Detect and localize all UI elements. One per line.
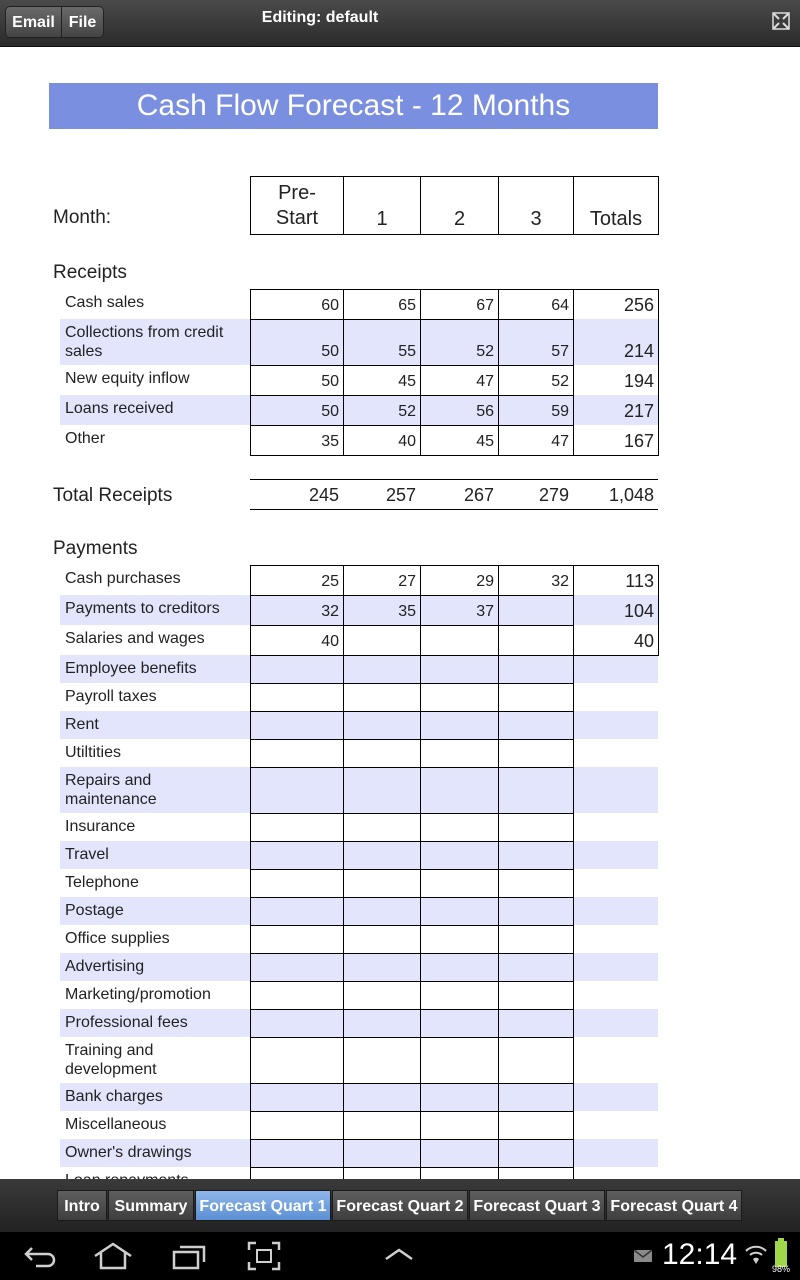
payments-cell[interactable] [343,655,421,684]
header-month-3: 3 [498,176,574,235]
total-divider-bottom [250,509,658,510]
header-totals: Totals [573,176,659,235]
receipts-cell-value: 64 [551,297,569,314]
payments-cell[interactable] [343,1037,421,1084]
payments-cell[interactable] [498,841,574,870]
payments-cell[interactable] [343,897,421,926]
clock: 12:14 [662,1238,738,1271]
receipts-cell-value: 52 [476,343,494,360]
total-receipts-prestart: 245 [308,485,339,505]
gmail-notification-icon [633,1248,653,1264]
receipts-cell-value: 55 [398,343,416,360]
receipts-cell[interactable] [250,425,344,456]
payments-row-total: 113 [625,571,654,591]
back-icon[interactable] [22,1240,58,1272]
receipts-row-total: 217 [623,401,654,421]
payments-row-total: 40 [633,631,654,651]
payments-row-label: Miscellaneous [65,1116,167,1133]
home-icon[interactable] [92,1240,134,1272]
payments-row-label: Telephone [65,874,139,891]
tab-intro[interactable]: Intro [57,1190,107,1221]
payments-cell[interactable] [498,953,574,982]
receipts-cell-value: 50 [321,403,339,420]
payments-cell[interactable] [250,1083,344,1112]
receipts-cell-value: 35 [321,433,339,450]
payments-cell[interactable] [343,1009,421,1038]
payments-cell[interactable] [250,1009,344,1038]
receipts-row-total: 214 [623,341,654,361]
payments-cell[interactable] [498,767,574,814]
email-button[interactable]: Email [5,6,62,38]
total-receipts-month-3: 279 [538,485,569,505]
payments-cell[interactable] [498,1083,574,1112]
receipts-row-total: 167 [623,431,654,451]
payments-cell[interactable] [250,841,344,870]
receipts-cell-value: 67 [476,297,494,314]
payments-cell-value: 27 [398,573,416,590]
payments-row-label: Salaries and wages [65,630,205,647]
header-month-1: 1 [343,176,421,235]
payments-row-label: Bank charges [65,1088,163,1105]
payments-row-label: Cash purchases [65,570,181,587]
battery-percent: 98% [772,1264,791,1274]
payments-row-label: Professional fees [65,1014,188,1031]
payments-cell[interactable] [250,1111,344,1140]
payments-cell[interactable] [498,813,574,842]
payments-cell[interactable] [343,813,421,842]
payments-cell[interactable] [343,1111,421,1140]
payments-cell[interactable] [343,1083,421,1112]
payments-row-label: Advertising [65,958,145,975]
payments-cell[interactable] [498,897,574,926]
payments-cell[interactable] [498,1037,574,1084]
payments-cell-value: 32 [551,573,569,590]
payments-cell[interactable] [420,813,499,842]
tab-forecast-quart-2[interactable]: Forecast Quart 2 [332,1190,468,1221]
payments-cell[interactable] [250,869,344,898]
receipts-cell[interactable] [343,319,421,366]
spreadsheet-area[interactable] [0,47,800,1179]
editing-status: Editing: default [261,9,379,26]
payments-cell[interactable] [420,841,499,870]
receipts-row-label: Loans received [65,400,174,417]
receipts-cell-value: 50 [321,343,339,360]
payments-cell[interactable] [498,683,574,712]
payments-cell[interactable] [343,683,421,712]
sheet-tab-bar [0,1179,800,1232]
receipts-cell[interactable] [343,289,421,320]
receipts-cell[interactable] [250,365,344,396]
receipts-cell[interactable] [420,365,499,396]
payments-cell[interactable] [250,813,344,842]
payments-cell[interactable] [420,683,499,712]
payments-row-label: Payments to creditors [65,600,220,617]
payments-cell[interactable] [420,981,499,1010]
payments-cell[interactable] [420,625,499,656]
payments-cell[interactable] [498,1111,574,1140]
payments-cell[interactable] [498,981,574,1010]
receipts-row-label: Collections from credit sales [65,324,224,360]
receipts-row-total: 194 [623,371,654,391]
payments-row-label: Owner's drawings [65,1144,192,1161]
receipts-cell-value: 50 [321,373,339,390]
payments-cell[interactable] [420,711,499,740]
payments-cell[interactable] [420,1037,499,1084]
screenshot-icon[interactable] [246,1240,282,1272]
month-label: Month: [53,207,112,228]
payments-cell[interactable] [250,711,344,740]
payments-cell[interactable] [420,869,499,898]
receipts-cell[interactable] [498,289,574,320]
receipts-totals-column [573,289,659,456]
payments-row-label: Travel [65,846,109,863]
payments-cell[interactable] [343,869,421,898]
total-divider-top [250,479,658,480]
recent-apps-icon[interactable] [170,1240,208,1272]
receipts-cell[interactable] [420,319,499,366]
payments-cell[interactable] [498,869,574,898]
payments-cell[interactable] [498,595,574,626]
payments-row-label: Marketing/promotion [65,986,211,1003]
payments-cell[interactable] [343,625,421,656]
receipts-cell[interactable] [498,425,574,456]
tab-summary[interactable]: Summary [108,1190,194,1221]
receipts-cell-value: 45 [476,433,494,450]
payments-row-label: Repairs and maintenance [65,772,157,808]
payments-cell-value: 40 [321,633,339,650]
wifi-icon [744,1242,768,1266]
payments-section-label: Payments [53,538,138,559]
payments-cell[interactable] [250,655,344,684]
receipts-cell-value: 60 [321,297,339,314]
payments-cell[interactable] [420,1083,499,1112]
receipts-cell-value: 45 [398,373,416,390]
receipts-cell-value: 57 [551,343,569,360]
menu-up-icon[interactable] [383,1246,415,1262]
payments-row-label: Insurance [65,818,136,835]
file-button[interactable]: File [61,6,104,38]
total-receipts-label: Total Receipts [53,485,173,506]
payments-cell[interactable] [498,1009,574,1038]
payments-cell[interactable] [250,925,344,954]
receipts-cell[interactable] [343,425,421,456]
header-month-2: 2 [420,176,499,235]
payments-cell[interactable] [420,1009,499,1038]
receipts-cell[interactable] [498,319,574,366]
payments-cell-value: 35 [398,603,416,620]
top-action-bar [0,0,800,47]
receipts-cell[interactable] [250,319,344,366]
payments-cell[interactable] [498,625,574,656]
payments-cell[interactable] [250,565,344,596]
tab-forecast-quart-3[interactable]: Forecast Quart 3 [469,1190,605,1221]
payments-row-label: Office supplies [65,930,170,947]
total-receipts-total: 1,048 [608,485,654,505]
payments-row-label: Training and development [65,1042,157,1078]
receipts-cell-value: 56 [476,403,494,420]
payments-cell[interactable] [250,1139,344,1168]
receipts-cell[interactable] [498,365,574,396]
payments-cell[interactable] [420,767,499,814]
payments-cell[interactable] [498,711,574,740]
payments-cell-value: 25 [321,573,339,590]
payments-row-label: Utiltities [65,744,122,761]
receipts-cell[interactable] [420,395,499,426]
receipts-cell[interactable] [498,395,574,426]
payments-cell[interactable] [420,595,499,626]
receipts-row-label: New equity inflow [65,370,190,387]
header-prestart: Pre- Start [250,176,344,235]
payments-cell[interactable] [498,739,574,768]
payments-cell[interactable] [420,925,499,954]
payments-cell-value: 32 [321,603,339,620]
receipts-cell-value: 52 [398,403,416,420]
receipts-cell-value: 40 [398,433,416,450]
fullscreen-icon[interactable] [772,12,790,30]
payments-cell[interactable] [420,1111,499,1140]
payments-cell[interactable] [343,565,421,596]
receipts-cell[interactable] [343,395,421,426]
payments-cell[interactable] [498,925,574,954]
system-nav-bar [0,1232,800,1280]
receipts-cell[interactable] [250,395,344,426]
payments-cell-value: 29 [476,573,494,590]
payments-cell[interactable] [498,565,574,596]
payments-cell[interactable] [343,595,421,626]
receipts-cell[interactable] [343,365,421,396]
total-receipts-month-1: 257 [385,485,416,505]
payments-cell[interactable] [250,953,344,982]
payments-cell[interactable] [250,683,344,712]
payments-row-label: Payroll taxes [65,688,157,705]
payments-cell[interactable] [250,595,344,626]
payments-row-label: Employee benefits [65,660,197,677]
payments-cell[interactable] [420,897,499,926]
payments-cell[interactable] [343,711,421,740]
payments-totals-column [573,565,659,656]
payments-cell[interactable] [498,1139,574,1168]
receipts-cell-value: 65 [398,297,416,314]
receipts-cell-value: 47 [476,373,494,390]
payments-cell[interactable] [420,953,499,982]
receipts-cell-value: 47 [551,433,569,450]
payments-cell[interactable] [250,739,344,768]
payments-cell[interactable] [250,1037,344,1084]
payments-cell[interactable] [420,739,499,768]
payments-cell[interactable] [420,655,499,684]
receipts-cell[interactable] [420,425,499,456]
payments-row-total: 104 [623,601,654,621]
payments-cell[interactable] [343,739,421,768]
payments-cell[interactable] [343,925,421,954]
total-receipts-month-2: 267 [463,485,494,505]
payments-cell[interactable] [250,767,344,814]
payments-cell[interactable] [343,841,421,870]
receipts-cell-value: 59 [551,403,569,420]
payments-row-label: Rent [65,716,99,733]
receipts-row-label: Other [65,430,106,447]
payments-cell[interactable] [343,953,421,982]
payments-cell[interactable] [250,897,344,926]
payments-cell[interactable] [343,1139,421,1168]
receipts-row-total: 256 [623,295,654,315]
tab-forecast-quart-1[interactable]: Forecast Quart 1 [195,1190,331,1221]
payments-cell[interactable] [250,981,344,1010]
payments-cell[interactable] [498,655,574,684]
payments-cell-value: 37 [476,603,494,620]
receipts-cell[interactable] [420,289,499,320]
sheet-title: Cash Flow Forecast - 12 Months [49,83,658,129]
payments-cell[interactable] [343,767,421,814]
payments-row-label: Postage [65,902,124,919]
payments-cell[interactable] [420,565,499,596]
receipts-section-label: Receipts [53,262,127,283]
payments-cell[interactable] [420,1139,499,1168]
receipts-row-label: Cash sales [65,294,145,311]
receipts-cell-value: 52 [551,373,569,390]
receipts-cell[interactable] [250,289,344,320]
tab-forecast-quart-4[interactable]: Forecast Quart 4 [606,1190,742,1221]
payments-cell[interactable] [250,625,344,656]
payments-cell[interactable] [343,981,421,1010]
